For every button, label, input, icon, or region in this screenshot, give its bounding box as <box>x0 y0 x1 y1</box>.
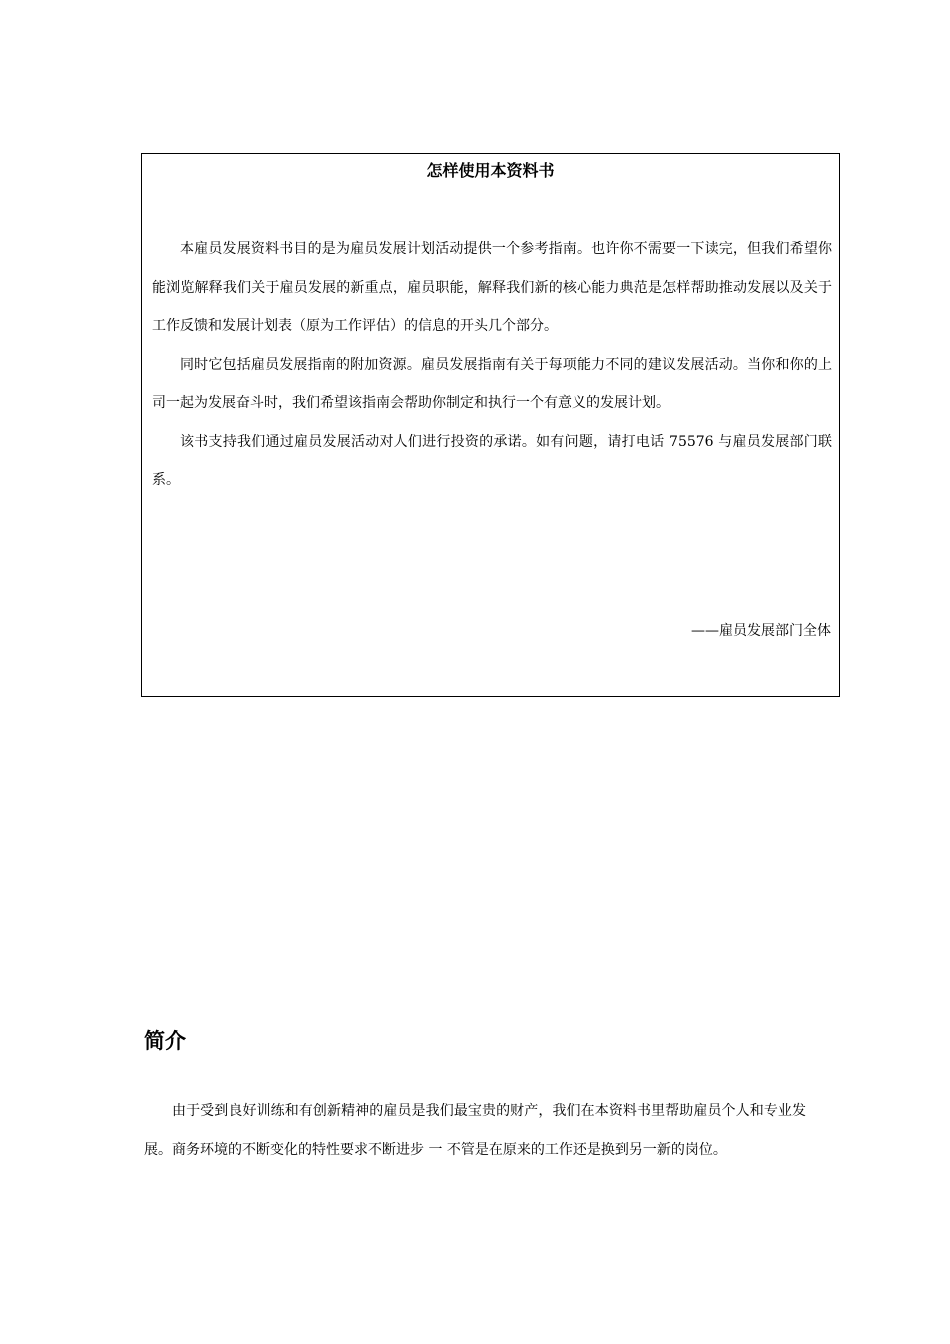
usage-guide-title: 怎样使用本资料书 <box>426 161 555 180</box>
usage-guide-paragraph-3: 该书支持我们通过雇员发展活动对人们进行投资的承诺。如有问题，请打电话 75576 与雇员发展部门联系。 <box>152 433 832 488</box>
usage-guide-paragraph-2: 同时它包括雇员发展指南的附加资源。雇员发展指南有关于每项能力不同的建议发展活动。当你和你的上司一起为发展奋斗时，我们希望该指南会帮助你制定和执行一个有意义的发展计划。 <box>152 356 832 411</box>
intro-heading: 简介 <box>144 1029 186 1053</box>
usage-guide-box <box>141 153 840 697</box>
usage-guide-paragraph-1: 本雇员发展资料书目的是为雇员发展计划活动提供一个参考指南。也许你不需要一下读完，但我们希望你能浏览解释我们关于雇员发展的新重点，雇员职能，解释我们新的核心能力典范是怎样帮助推动发展以及关于工作反馈和发展计划表（原为工作评估）的信息的开头几个部分。 <box>152 241 832 334</box>
usage-guide-signature: ——雇员发展部门全体 <box>691 623 831 639</box>
usage-guide-body <box>152 230 832 500</box>
intro-body <box>144 1092 806 1169</box>
intro-paragraph: 由于受到良好训练和有创新精神的雇员是我们最宝贵的财产，我们在本资料书里帮助雇员个人和专业发展。商务环境的不断变化的特性要求不断进步 一 不管是在原来的工作还是换到另一新的岗位。 <box>144 1103 806 1158</box>
